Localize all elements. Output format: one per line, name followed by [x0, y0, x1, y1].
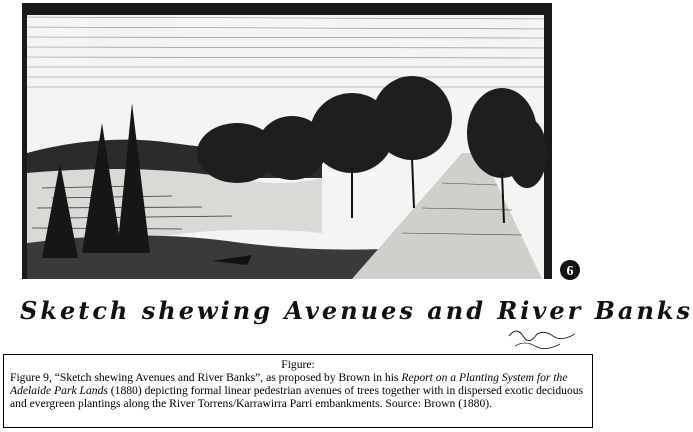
caption-heading: Figure: — [281, 358, 315, 371]
page-number-marker — [556, 256, 584, 284]
caption-text-part1: Figure 9, “Sketch shewing Avenues and River Banks”, as proposed by Brown in his — [10, 371, 402, 384]
figure-caption — [3, 354, 593, 428]
svg-text:6: 6 — [566, 264, 574, 279]
sketch-title: Sketch shewing Avenues and River Banks — [20, 296, 693, 325]
signature — [505, 322, 585, 352]
caption-report-title: Report on a Planting System for the Adelaide Park Lands — [10, 371, 568, 397]
caption-text — [10, 371, 586, 410]
caption-text-part2: (1880) depicting formal linear pedestrian avenues of trees together with in dispersed exotic deciduous and evergreen plantings along the River Torrens/Karrawirra Parri embankments. Source: Brown (1880). — [10, 384, 584, 410]
sketch-illustration — [22, 3, 552, 279]
